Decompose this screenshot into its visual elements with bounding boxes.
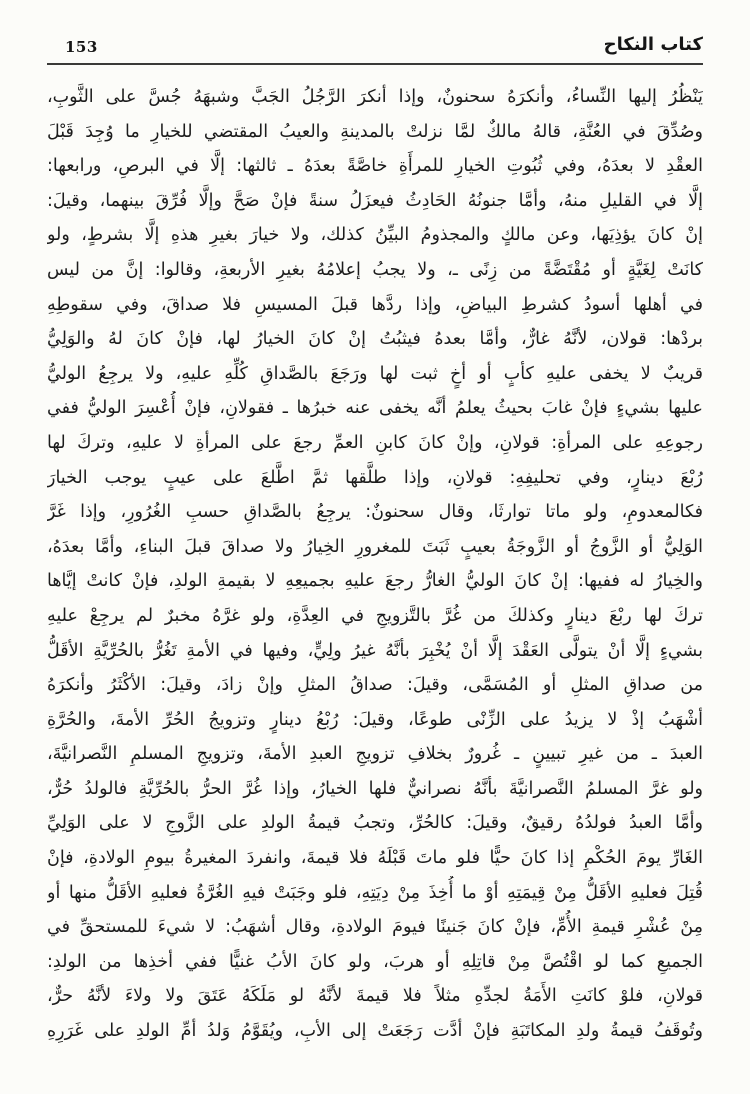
text-line: الغَارِّ يومَ الحُكْمِ إذا كانَ حيًّا فلو ماتَ قَبْلَهُ فلا قيمةَ، وانفردَ المغيرةُ بيومِ الولادةِ، فإنْ [47, 848, 703, 869]
book-title: كتاب النكاح [603, 34, 703, 55]
text-line: رجوعِهِ على المرأةِ: قولانِ، وإنْ كانَ كابنِ العمِّ رجعَ على المرأةِ لا عليهِ، وتركَ لها [47, 432, 703, 453]
text-line: فكالمعدومِ، ولو ماتا توارثَا، وقال سحنونٌ: يرجِعُ بالصَّداقِ حسبِ الغُرُورِ، وإذا غَرَّ [47, 502, 703, 523]
text-line: قُتِلَ فعليهِ الأقَلُّ مِنْ قِيمَتِهِ أوْ ما أُخِذَ مِنْ دِيَتِهِ، فلو وجَبَتْ فيهِ الغُرَّةُ فعليهِ الأقَلُّ منها أو [47, 882, 703, 903]
text-line: وأمَّا العبدُ فولدُهُ رقيقٌ، وقيلَ: كالحُرِّ، وتجبُ قيمةُ الولدِ على الزَّوجِ لا على الوَلِيِّ [47, 813, 703, 834]
text-line: والخِيارُ له ففيها: إنْ كانَ الوليُّ الغارُّ رجعَ عليهِ بجميعِهِ لا بقيمةِ الولدِ، فإنْ كانتْ إيَّاها [47, 571, 703, 592]
text-line: كانَتْ لِغَيَّةٍ أو مُقْتَضَّةً من زِنًى ـ، ولا يجبُ إعلامُهُ بغيرِ الأربعةِ، وقالوا: إنَّ من ليس [47, 259, 703, 280]
text-line: وتُوقَفُ قيمةُ ولدِ المكاتَبَةِ فإنْ أدَّت رَجَعَتْ إلى الأبِ، ويُقَوَّمُ وَلدُ أمِّ الولدِ على غَرَرِهِ [47, 1021, 703, 1042]
text-line: قريبٌ لا يخفى عليهِ كأبٍ أو أخٍ ثبت لها ورَجَعَ بالصَّداقِ كُلِّهِ عليهِ، ولا يرجِعُ الوليُّ [47, 363, 703, 384]
text-line: بشيءٍ إلَّا أنْ يتولَّى العَقْدَ إلَّا أنْ يُخْبِرَ بأنَّهُ غيرُ ولِيٍّ، وفيها في الأمةِ تَغُرُّ بالحُرِّيَّةِ الأقَلُّ [47, 640, 703, 661]
text-line: أشْهَبُ إذْ لا يزيدُ على الزِّنْى طوعًا، وقيلَ: رُبْعُ دينارٍ وتزويجُ الحُرِّ الأمةَ، والحُرَّةِ [47, 709, 703, 730]
text-line: قولانِ، فلوْ كانَتِ الأَمَةُ لجدِّهِ مثلاً فلا قيمةَ لأنَّهُ لو مَلَكَهُ عَتَقَ ولا ولاءَ لأنَّهُ حرٌّ، [47, 986, 703, 1007]
text-line: في أهلها أسودُ كشرطِ البياضِ، وإذا ردَّها قبلَ المسيسِ فلا صداقَ، وفي سقوطِهِ [47, 294, 703, 315]
page-header [47, 34, 703, 60]
text-line: ولو غرَّ المسلمُ النَّصرانيَّةَ بأنَّهُ نصرانيٌّ فلها الخيارُ، وإذا غُرَّ الحرُّ بالحُرِّيَّةِ فالولدُ حُرٌّ، [47, 778, 703, 799]
text-block [47, 80, 703, 1049]
header-rule [47, 63, 703, 65]
text-line: إلَّا في القليلِ منهُ، وأمَّا جنونُهُ الحَادِثُ فيعزَلُ سنةً فإنْ صَحَّ وإلَّا فُرِّقَ بينهما، وقيلَ: [47, 190, 703, 211]
page-number: 153 [65, 38, 98, 56]
text-line: الوَلِيُّ أو الزَّوجُ أو الزَّوجَةُ بعيبٍ ثَبَتَ للمغرورِ الخِيارُ ولا صداقَ قبلَ البناءِ، وأمَّا بعدَهُ، [47, 536, 703, 557]
text-line: مِنْ عُشْرِ قيمةِ الأُمِّ، فإنْ كانَ جَنينًا فيومَ الولادةِ، وقال أشهَبُ: لا شيءَ للمستحقِّ في [47, 917, 703, 938]
text-line: الجميعِ كما لو اقْتُصَّ مِنْ قاتِلِهِ أو هربَ، ولو كانَ الأبُ غنيًّا ففي أخذِها من الولدِ: [47, 951, 703, 972]
text-line: وصُدِّقَ في العُنَّةِ، قالهُ مالكٌ لمَّا نزلتْ بالمدينةِ والعيبُ المقتضي للخيارِ ما وُجِدَ قَبْلَ [47, 121, 703, 142]
text-line: يَنْظُرُ إليها النِّساءُ، وأنكرَهُ سحنونٌ، وإذا أنكرَ الرَّجُلُ الجَبَّ وشبهَهُ جُسَّ على الثَّوبِ، [47, 87, 703, 107]
text-line: من صداقِ المثلِ أو المُسَمَّى، وقيلَ: صداقُ المثلِ وإنْ زادَ، وقيلَ: الأكْثَرُ وأنكرَهُ [47, 675, 703, 696]
text-line: رُبْعَ دينارٍ، وفي تحليفِهِ: قولانِ، وإذا طلَّقها ثمَّ اطَّلعَ على عيبٍ يوجب الخيارَ [47, 467, 703, 488]
text-line: إنْ كانَ يؤذِيَها، وعن مالكٍ والمجذومُ البيِّنُ كذلك، ولا خيارَ بغيرِ هذهِ إلَّا بشرطٍ، ولو [47, 225, 703, 246]
text-line: بردْها: قولان، لأنَّهُ غارٌّ، وأمَّا بعدهُ فيثبُتُ إنْ كانَ الخيارُ لها، فإنْ كانَ لهُ والوَلِيُّ [47, 329, 703, 350]
text-line: العقْدِ لا بعدَهُ، وفي ثُبُوتِ الخيارِ للمرأَةِ خاصَّةً بعدَهُ ـ ثالثها: إلَّا في البرصِ، ورابعها: [47, 156, 703, 177]
text-line: العبدَ ـ من غيرِ تبيينٍ ـ غُرورٌ بخلافِ تزويجِ العبدِ الأمةَ، وتزويجِ المسلمِ النَّصرانيَّةَ، [47, 744, 703, 765]
text-line: تركَ لها ربْعَ دينارٍ وكذلكَ من غُرَّ بالتَّزويجِ في العِدَّةِ، ولو غرَّهُ مخبرٌ لم يرجِعْ عليهِ [47, 605, 703, 626]
text-line: عليها بشيءٍ فإنْ غابَ بحيثُ يعلمُ أنَّه يخفى عنه خبرُها ـ فقولانِ، فإنْ أُعْسِرَ الوليُّ ففي [47, 398, 703, 419]
